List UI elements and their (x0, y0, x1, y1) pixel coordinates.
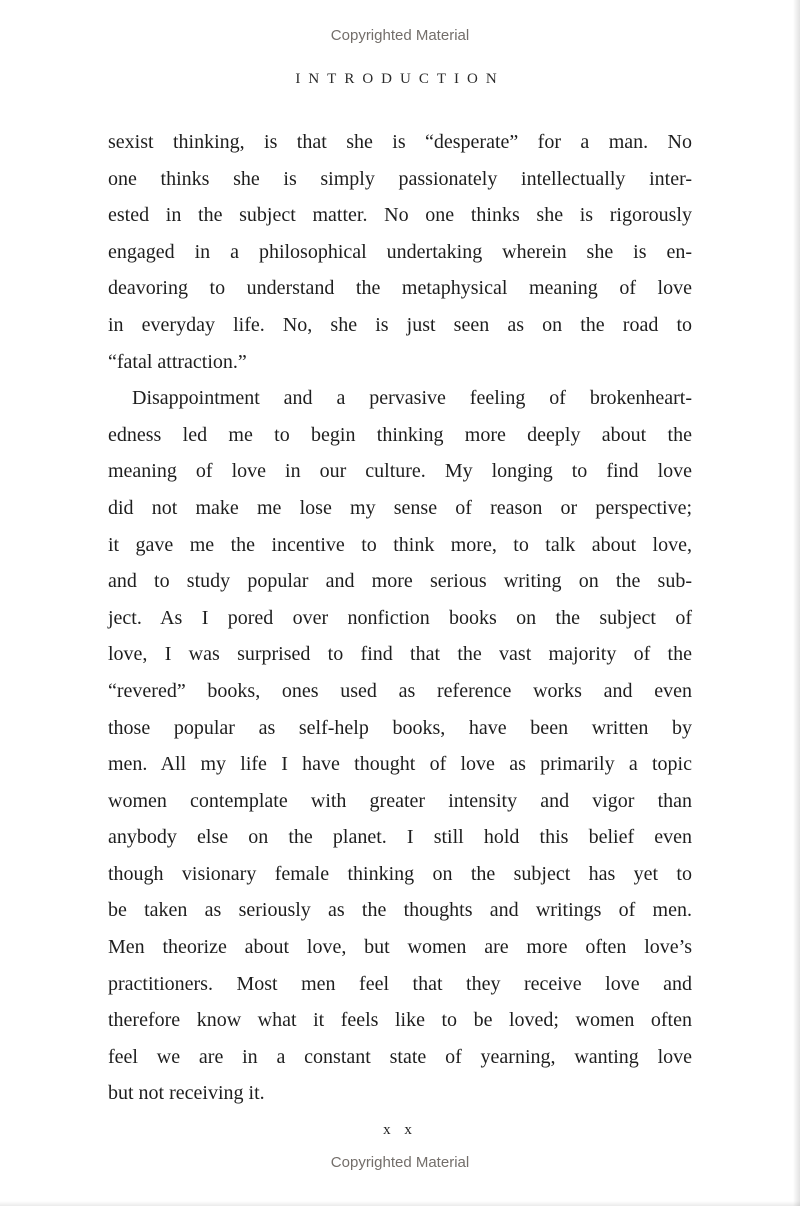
text-line: in everyday life. No, she is just seen as on the road to (108, 313, 692, 336)
text-line: “fatal attraction.” (108, 350, 247, 373)
text-line: anybody else on the planet. I still hold this belief even (108, 826, 692, 849)
chapter-header: INTRODUCTION (295, 71, 505, 87)
text-line: and to study popular and more serious writing on the sub- (108, 570, 692, 593)
text-line: though visionary female thinking on the subject has yet to (108, 862, 692, 885)
text-line: engaged in a philosophical undertaking wherein she is en- (108, 240, 692, 263)
text-line: be taken as seriously as the thoughts and writings of men. (108, 899, 692, 922)
page-number: x x (383, 1122, 417, 1138)
text-line: feel we are in a constant state of yearning, wanting love (108, 1045, 692, 1068)
text-line: love, I was surprised to find that the vast majority of the (108, 643, 692, 666)
text-line: sexist thinking, is that she is “desperate” for a man. No (108, 131, 692, 153)
text-line: those popular as self-help books, have been written by (108, 716, 692, 739)
text-line: it gave me the incentive to think more, to talk about love, (108, 533, 692, 556)
text-line: but not receiving it. (108, 1082, 265, 1105)
text-line: women contemplate with greater intensity and vigor than (108, 789, 692, 812)
paragraph (108, 124, 692, 380)
text-line: ject. As I pored over nonfiction books on the subject of (108, 606, 692, 629)
copyright-notice-bottom: Copyrighted Material (330, 1154, 470, 1171)
text-line: edness led me to begin thinking more deeply about the (108, 423, 692, 446)
text-line: one thinks she is simply passionately intellectually inter- (108, 167, 692, 190)
text-line: therefore know what it feels like to be loved; women often (108, 1009, 692, 1032)
copyright-notice-top: Copyrighted Material (330, 27, 470, 44)
body-text (108, 124, 692, 1112)
text-line: meaning of love in our culture. My longing to find love (108, 460, 692, 483)
text-line: Men theorize about love, but women are more often love’s (108, 936, 692, 959)
text-line: “revered” books, ones used as reference works and even (108, 679, 692, 702)
text-line: men. All my life I have thought of love as primarily a topic (108, 753, 692, 776)
paragraph (108, 380, 692, 1112)
text-line: deavoring to understand the metaphysical meaning of love (108, 277, 692, 300)
text-line: ested in the subject matter. No one thinks she is rigorously (108, 204, 692, 227)
text-line: practitioners. Most men feel that they receive love and (108, 972, 692, 995)
text-line: Disappointment and a pervasive feeling of brokenheart- (132, 387, 692, 410)
text-line: did not make me lose my sense of reason or perspective; (108, 496, 692, 519)
